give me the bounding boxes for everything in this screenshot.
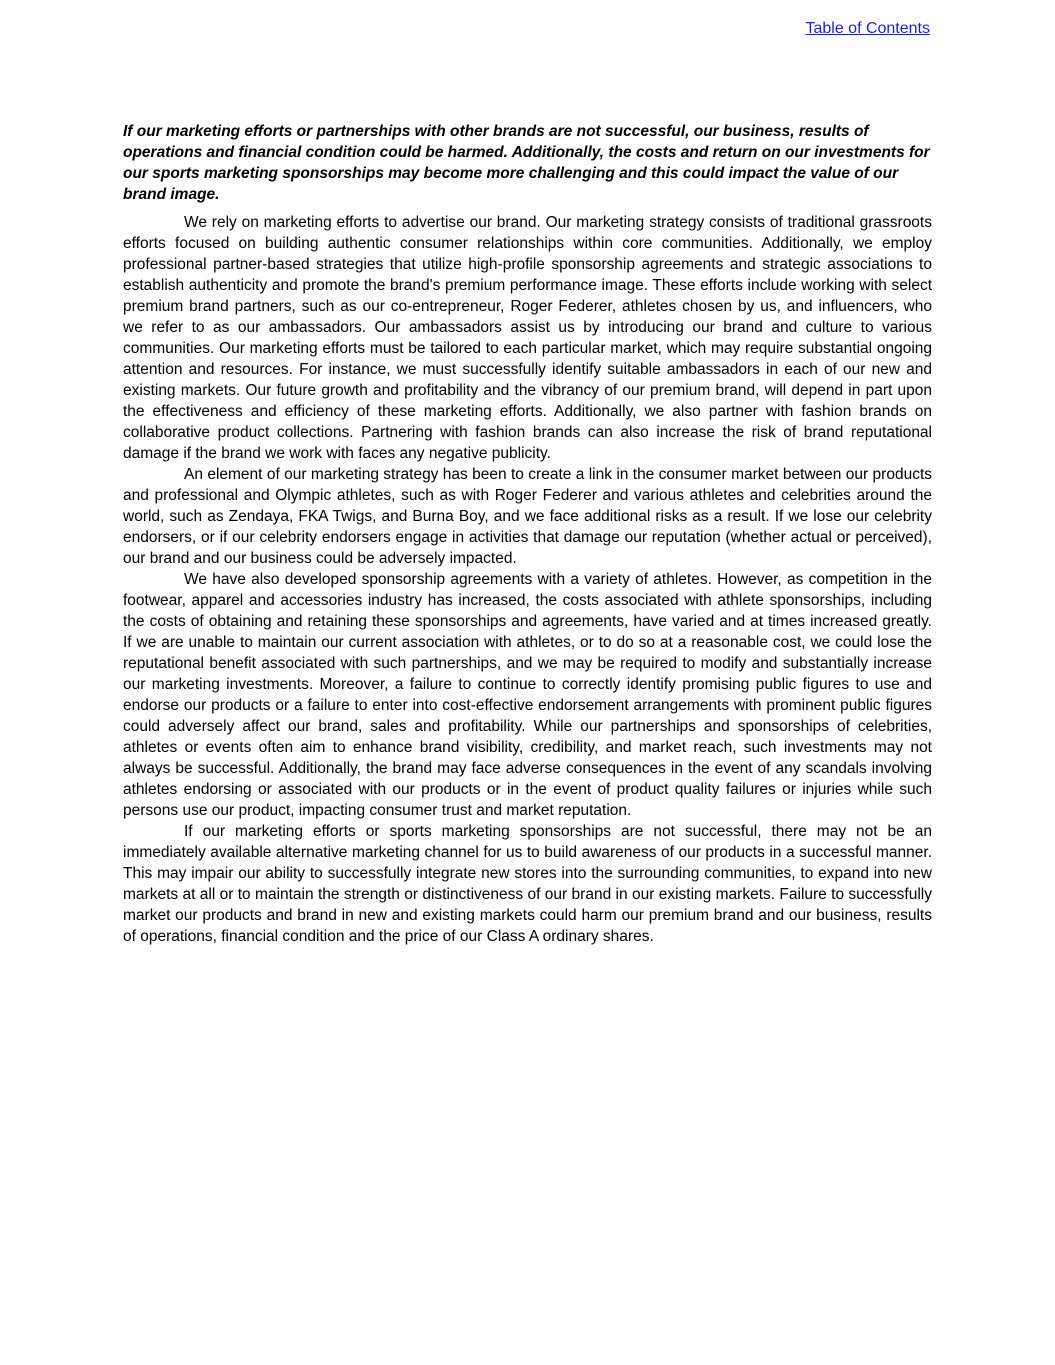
table-of-contents-link[interactable]: Table of Contents	[805, 20, 930, 37]
risk-factor-heading: If our marketing efforts or partnerships with other brands are not successful, our business, results of operations and financial condition could be harmed. Additionally, the costs and return on our investments for our sports marketing sponsorships may become more challenging and this could impact the value of our brand image.	[123, 123, 930, 203]
risk-paragraph-4: If our marketing efforts or sports marketing sponsorships are not successful, there may not be an immediately available alternative marketing channel for us to build awareness of our products in a successful manner. This may impair our ability to successfully integrate new stores into the surrounding communities, to expand into new markets at all or to maintain the strength or distinctiveness of our brand in our existing markets. Failure to successfully market our products and brand in new and existing markets could harm our premium brand and our business, results of operations, financial condition and the price of our Class A ordinary shares.	[123, 823, 932, 945]
risk-paragraph-3: We have also developed sponsorship agreements with a variety of athletes. However, as competition in the footwear, apparel and accessories industry has increased, the costs associated with athlete sponsorships, including the costs of obtaining and retaining these sponsorships and agreements, have varied and at times increased greatly. If we are unable to maintain our current association with athletes, or to do so at a reasonable cost, we could lose the reputational benefit associated with such partnerships, and we may be required to modify and substantially increase our marketing investments. Moreover, a failure to continue to correctly identify promising public figures to use and endorse our products or a failure to enter into cost-effective endorsement arrangements with prominent public figures could adversely affect our brand, sales and profitability. While our partnerships and sponsorships of celebrities, athletes or events often aim to enhance brand visibility, credibility, and market reach, such investments may not always be successful. Additionally, the brand may face adverse consequences in the event of any scandals involving athletes endorsing or associated with our products or in the event of product quality failures or injuries while such persons use our product, impacting consumer trust and market reputation.	[123, 571, 932, 819]
risk-paragraph-1: We rely on marketing efforts to advertise our brand. Our marketing strategy consists of traditional grassroots efforts focused on building authentic consumer relationships within core communities. Additionally, we employ professional partner-based strategies that utilize high-profile sponsorship agreements and strategic associations to establish authenticity and promote the brand's premium performance image. These efforts include working with select premium brand partners, such as our co-entrepreneur, Roger Federer, athletes chosen by us, and influencers, who we refer to as our ambassadors. Our ambassadors assist us by introducing our brand and culture to various communities. Our marketing efforts must be tailored to each particular market, which may require substantial ongoing attention and resources. For instance, we must successfully identify suitable ambassadors in each of our new and existing markets. Our future growth and profitability and the vibrancy of our premium brand, will depend in part upon the effectiveness and efficiency of these marketing efforts. Additionally, we also partner with fashion brands on collaborative product collections. Partnering with fashion brands can also increase the risk of brand reputational damage if the brand we work with faces any negative publicity.	[123, 214, 932, 462]
risk-paragraph-2: An element of our marketing strategy has been to create a link in the consumer market between our products and professional and Olympic athletes, such as with Roger Federer and various athletes and celebrities around the world, such as Zendaya, FKA Twigs, and Burna Boy, and we face additional risks as a result. If we lose our celebrity endorsers, or if our celebrity endorsers engage in activities that damage our reputation (whether actual or perceived), our brand and our business could be adversely impacted.	[123, 466, 932, 567]
risk-factor-section	[123, 121, 932, 947]
